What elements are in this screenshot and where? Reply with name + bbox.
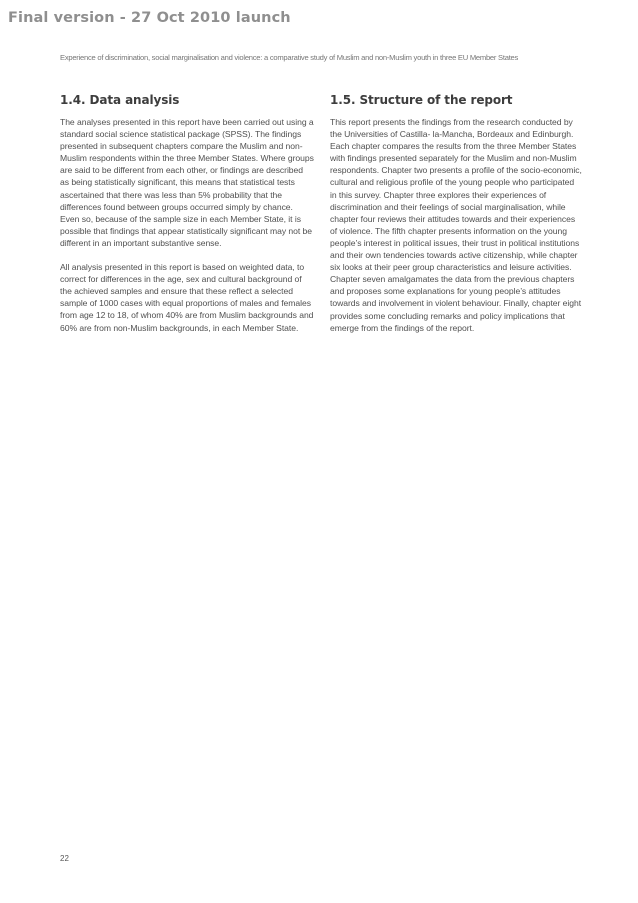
draft-banner: Final version - 27 Oct 2010 launch: [8, 10, 291, 26]
section-heading: 1.5. Structure of the report: [330, 93, 513, 107]
running-head: Experience of discrimination, social marginalisation and violence: a comparative study of Muslim and non-Muslim youth in three EU Member States: [60, 53, 519, 62]
section-data-analysis: [60, 93, 314, 346]
section-heading: 1.4. Data analysis: [60, 93, 180, 107]
paragraph: The analyses presented in this report have been carried out using a standard social science statistical package (SPSS). The findings presented in subsequent chapters compare the Muslim and non-Muslim respondents within the three Member States. Where groups are said to be different from each other, or findings are described as being statistically significant, this means that statistical tests ascertained that there was less than 5% probability that the differences found between groups occurred simply by chance. Even so, because of the sample size in each Member State, it is possible that findings that appear statistically significant may not be different in an important substantive sense.: [60, 117, 314, 248]
page-number: 22: [60, 854, 69, 863]
section-structure-of-report: [330, 93, 582, 346]
paragraph: This report presents the findings from the research conducted by the Universities of Castilla- la-Mancha, Bordeaux and Edinburgh. Each chapter compares the results from the three Member States with findings presented separately for the Muslim and non-Muslim respondents. Chapter two presents a profile of the socio-economic, cultural and religious profile of the young people who participated in this survey. Chapter three explores their experiences of discrimination and their feelings of social marginalisation, while chapter four reviews their attitudes towards and their experiences of violence. The fifth chapter presents information on the young people’s interest in political issues, their trust in political institutions and their own tendencies towards active citizenship, while chapter six looks at their peer group characteristics and leisure activities. Chapter seven amalgamates the data from the previous chapters and proposes some explanations for young people’s attitudes towards and involvement in violent behaviour. Finally, chapter eight provides some concluding remarks and policy implications that emerge from the findings of the report.: [330, 117, 582, 333]
paragraph: All analysis presented in this report is based on weighted data, to correct for differences in the age, sex and cultural background of the achieved samples and ensure that these reflect a selected sample of 1000 cases with equal proportions of males and females from age 12 to 18, of whom 40% are from Muslim backgrounds and 60% are from non-Muslim backgrounds, in each Member State.: [60, 262, 314, 333]
